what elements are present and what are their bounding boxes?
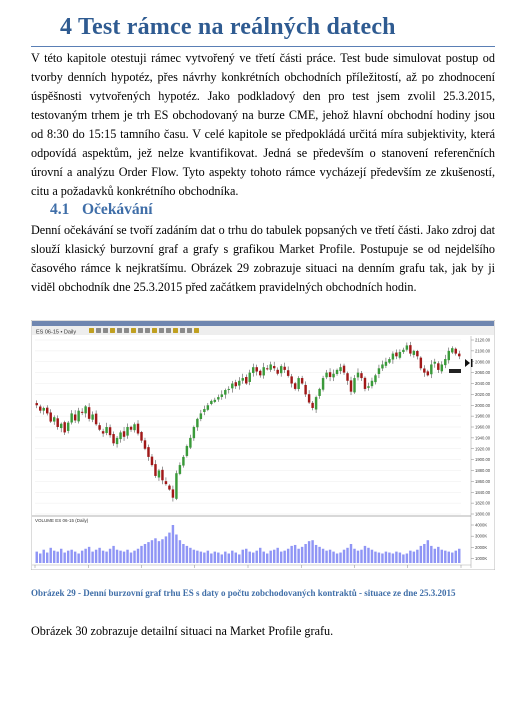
volume-bar bbox=[455, 551, 457, 563]
candle-body bbox=[49, 412, 51, 421]
volume-bar bbox=[266, 554, 268, 564]
chart-toolbar-text: ES 06-15 • Daily bbox=[36, 329, 77, 336]
volume-bar bbox=[402, 554, 404, 563]
price-tick-label: 1960.00 bbox=[475, 424, 491, 430]
volume-bar bbox=[175, 535, 177, 564]
candle-body bbox=[74, 414, 76, 420]
volume-bar bbox=[392, 554, 394, 564]
volume-bar bbox=[60, 549, 62, 563]
candle-body bbox=[283, 367, 285, 370]
candle-body bbox=[116, 438, 118, 444]
candle-body bbox=[193, 427, 195, 438]
volume-bar bbox=[193, 550, 195, 563]
volume-bar bbox=[308, 541, 310, 563]
candle-body bbox=[119, 432, 121, 439]
volume-bar bbox=[249, 552, 251, 563]
candle-body bbox=[325, 373, 327, 378]
paragraph-intro: V této kapitole otestuji rámec vytvořený ve třetí části práce. Test bude simulovat postup od tvorby denních hypotéz, přes návrhy konkrétních obchodních příležitostí, až po zhodnocení úspěšnosti vytvořených hypotéz. Jako podkladový den pro test jsem zvolil 25.3.2015, testovaným trhem je trh ES obchodovaný na burze CME, jehož hlavní obchodní hodiny jsou od 8:30 do 15:15 tamního času. V celé kapitole se předpokládá určitá míra subjektivity, která odpovídá aspektům, jež nelze kvantifikovat. Jedná se především o stanovení referenčních úrovní a analýzu Order Flow. Tyto aspekty tohoto rámce vycházejí především ze zkušeností, citu a požadavků konkrétního obchodníka. bbox=[31, 51, 495, 198]
volume-tick-label: 1000K bbox=[475, 556, 488, 562]
candle-body bbox=[402, 350, 404, 352]
volume-bar bbox=[70, 550, 72, 563]
volume-bar bbox=[276, 548, 278, 563]
candle-body bbox=[416, 351, 418, 356]
volume-bar bbox=[336, 554, 338, 564]
volume-bar bbox=[367, 548, 369, 563]
price-tick-label: 2080.00 bbox=[475, 359, 491, 365]
volume-bar bbox=[294, 545, 296, 563]
volume-bar bbox=[214, 552, 216, 563]
price-tick-label: 1940.00 bbox=[475, 435, 491, 441]
volume-bar bbox=[332, 552, 334, 563]
candle-body bbox=[165, 481, 167, 484]
volume-bar bbox=[53, 551, 55, 563]
candle-body bbox=[455, 349, 457, 354]
candle-body bbox=[130, 427, 132, 430]
toolbar-icon bbox=[96, 328, 101, 333]
price-tick-label: 1800.00 bbox=[475, 511, 491, 517]
price-tick-label: 2000.00 bbox=[475, 402, 491, 408]
candle-body bbox=[231, 384, 233, 389]
price-tick-label: 1840.00 bbox=[475, 489, 491, 495]
volume-bar bbox=[228, 554, 230, 564]
candle-body bbox=[200, 413, 202, 419]
candle-body bbox=[43, 408, 45, 411]
candle-body bbox=[179, 465, 181, 474]
candle-body bbox=[84, 406, 86, 413]
volume-bar bbox=[203, 553, 205, 563]
volume-bar bbox=[378, 553, 380, 563]
figure-chart bbox=[31, 320, 495, 570]
volume-bar bbox=[119, 551, 121, 563]
price-tick-label: 1900.00 bbox=[475, 457, 491, 463]
candle-body bbox=[217, 397, 219, 399]
candle-body bbox=[158, 471, 160, 478]
candle-body bbox=[112, 434, 114, 443]
volume-bar bbox=[238, 554, 240, 563]
volume-bar bbox=[259, 548, 261, 563]
chart-frame bbox=[31, 320, 495, 570]
volume-bar bbox=[98, 548, 100, 563]
volume-bar bbox=[151, 540, 153, 563]
volume-bar bbox=[137, 549, 139, 563]
candle-body bbox=[458, 354, 460, 357]
candle-body bbox=[451, 348, 453, 352]
volume-bar bbox=[105, 552, 107, 563]
volume-bar bbox=[126, 550, 128, 563]
candle-body bbox=[98, 425, 100, 430]
volume-tick-label: 3000K bbox=[475, 533, 488, 539]
volume-bar bbox=[116, 550, 118, 563]
candle-body bbox=[53, 417, 55, 421]
toolbar-icon bbox=[159, 328, 164, 333]
volume-bar bbox=[388, 553, 390, 563]
candle-body bbox=[186, 446, 188, 456]
candle-body bbox=[392, 354, 394, 360]
volume-panel-label: VOLUME ES 06-15 (Daily) bbox=[35, 518, 89, 523]
candle-body bbox=[172, 489, 174, 497]
chapter-heading: 4 Test rámce na reálných datech bbox=[60, 14, 396, 40]
candle-body bbox=[147, 447, 149, 457]
price-tick-label: 1860.00 bbox=[475, 478, 491, 484]
volume-bar bbox=[360, 550, 362, 563]
candle-body bbox=[437, 363, 439, 370]
volume-bar bbox=[322, 549, 324, 563]
volume-bar bbox=[381, 554, 383, 564]
volume-bar bbox=[161, 539, 163, 563]
toolbar-icon bbox=[117, 328, 122, 333]
candle-body bbox=[346, 373, 348, 381]
toolbar-icon bbox=[110, 328, 115, 333]
volume-bar bbox=[154, 538, 156, 563]
volume-bar bbox=[329, 550, 331, 563]
candle-body bbox=[339, 367, 341, 371]
volume-bar bbox=[430, 546, 432, 563]
candle-body bbox=[95, 414, 97, 425]
volume-bar bbox=[172, 525, 174, 563]
section-heading bbox=[50, 201, 153, 219]
candle-body bbox=[242, 378, 244, 381]
volume-bar bbox=[269, 551, 271, 563]
candle-body bbox=[182, 457, 184, 466]
price-tick-label: 2060.00 bbox=[475, 370, 491, 376]
volume-bar bbox=[46, 553, 48, 563]
candle-body bbox=[409, 345, 411, 353]
price-tick-label: 1820.00 bbox=[475, 500, 491, 506]
toolbar-icon bbox=[131, 328, 136, 333]
volume-bar bbox=[364, 546, 366, 563]
toolbar-icon bbox=[180, 328, 185, 333]
candle-body bbox=[294, 383, 296, 389]
candle-body bbox=[269, 364, 271, 369]
candle-body bbox=[203, 409, 205, 412]
volume-bar bbox=[301, 547, 303, 563]
candle-body bbox=[109, 427, 111, 435]
candle-body bbox=[444, 359, 446, 365]
section-title: Očekávání bbox=[82, 201, 153, 218]
candle-body bbox=[371, 381, 373, 386]
candle-body bbox=[308, 394, 310, 402]
candle-body bbox=[56, 418, 58, 427]
candle-body bbox=[343, 366, 345, 373]
price-tick-label: 2120.00 bbox=[475, 337, 491, 343]
candle-body bbox=[105, 427, 107, 433]
candle-body bbox=[77, 411, 79, 422]
candle-body bbox=[214, 400, 216, 402]
volume-bar bbox=[353, 549, 355, 563]
volume-bar bbox=[109, 549, 111, 563]
candle-body bbox=[81, 412, 83, 413]
candle-body bbox=[133, 424, 135, 430]
volume-bar bbox=[441, 550, 443, 563]
candle-body bbox=[276, 370, 278, 374]
candle-body bbox=[388, 359, 390, 363]
candle-body bbox=[151, 457, 153, 465]
candle-body bbox=[140, 432, 142, 441]
volume-bar bbox=[318, 547, 320, 563]
volume-bar bbox=[437, 547, 439, 563]
volume-bar bbox=[186, 546, 188, 563]
toolbar-icon bbox=[187, 328, 192, 333]
candle-body bbox=[252, 367, 254, 373]
candle-body bbox=[63, 422, 65, 432]
volume-bar bbox=[256, 551, 258, 563]
candle-body bbox=[224, 390, 226, 395]
candle-body bbox=[259, 371, 261, 376]
volume-bar bbox=[395, 552, 397, 563]
candle-body bbox=[395, 353, 397, 357]
toolbar-icon bbox=[173, 328, 178, 333]
candle-body bbox=[245, 377, 247, 384]
volume-bar bbox=[221, 554, 223, 563]
candle-body bbox=[322, 378, 324, 390]
candle-body bbox=[154, 464, 156, 476]
volume-bar bbox=[39, 554, 41, 564]
volume-bar bbox=[224, 552, 226, 563]
volume-bar bbox=[56, 552, 58, 563]
heading-rule bbox=[31, 46, 495, 47]
candle-body bbox=[311, 403, 313, 408]
volume-bar bbox=[273, 550, 275, 563]
volume-bar bbox=[168, 533, 170, 563]
candle-body bbox=[399, 352, 401, 358]
volume-tick-label: 2000K bbox=[475, 544, 488, 550]
candle-body bbox=[46, 408, 48, 414]
volume-bar bbox=[88, 547, 90, 563]
candle-body bbox=[367, 386, 369, 388]
paragraph-expectations: Denní očekávání se tvoří zadáním dat o trhu do tabulek popsaných ve třetí části. Jako zdroj dat slouží klasický burzovní graf a grafy s grafikou Market Profile. Postupuje se od nejdelšího časového rámce k nejkratšímu. Obrázek 29 zobrazuje situaci na denním grafu tak, jak by ji viděl obchodník dne 25.3.2015 před začátkem pravidelných obchodních hodin. bbox=[31, 223, 495, 294]
volume-bar bbox=[315, 545, 317, 563]
volume-bar bbox=[63, 553, 65, 563]
price-tick-label: 1880.00 bbox=[475, 468, 491, 473]
volume-bar bbox=[399, 553, 401, 563]
volume-bar bbox=[179, 540, 181, 563]
volume-bar bbox=[458, 549, 460, 563]
candle-body bbox=[221, 394, 223, 397]
toolbar-icon bbox=[89, 328, 94, 333]
volume-bar bbox=[84, 549, 86, 563]
candle-body bbox=[262, 367, 264, 375]
volume-bar bbox=[43, 550, 45, 563]
candle-body bbox=[60, 424, 62, 428]
volume-bar bbox=[196, 551, 198, 563]
volume-bar bbox=[444, 551, 446, 563]
volume-bar bbox=[339, 553, 341, 563]
candle-body bbox=[413, 351, 415, 355]
candle-body bbox=[280, 366, 282, 373]
candle-body bbox=[175, 473, 177, 499]
volume-bar bbox=[325, 551, 327, 563]
price-tick-label: 2100.00 bbox=[475, 348, 491, 354]
candle-body bbox=[137, 424, 139, 434]
toolbar-icon bbox=[166, 328, 171, 333]
candle-body bbox=[357, 373, 359, 378]
candle-body bbox=[290, 376, 292, 383]
volume-bar bbox=[304, 544, 306, 563]
volume-bar bbox=[357, 551, 359, 563]
volume-bar bbox=[67, 551, 69, 563]
candle-body bbox=[256, 367, 258, 371]
volume-bar bbox=[140, 546, 142, 563]
candle-body bbox=[196, 419, 198, 427]
volume-bar bbox=[207, 551, 209, 563]
volume-bar bbox=[189, 548, 191, 563]
candle-body bbox=[304, 385, 306, 394]
candle-body bbox=[144, 440, 146, 448]
candle-body bbox=[123, 431, 125, 437]
volume-bar bbox=[200, 552, 202, 563]
volume-bar bbox=[165, 536, 167, 563]
chart-toolbar bbox=[32, 326, 494, 335]
volume-bar bbox=[427, 540, 429, 563]
candle-body bbox=[318, 389, 320, 396]
volume-bar bbox=[130, 553, 132, 563]
volume-bar bbox=[112, 546, 114, 563]
play-icon-bar bbox=[471, 359, 473, 367]
volume-bar bbox=[420, 546, 422, 563]
candle-body bbox=[266, 368, 268, 369]
toolbar-icon bbox=[152, 328, 157, 333]
volume-bar bbox=[36, 552, 38, 563]
candle-body bbox=[210, 401, 212, 404]
volume-bar bbox=[423, 544, 425, 563]
volume-bar bbox=[297, 549, 299, 563]
candle-body bbox=[353, 378, 355, 392]
volume-bar bbox=[406, 554, 408, 564]
volume-bar bbox=[49, 548, 51, 563]
price-tick-label: 1920.00 bbox=[475, 446, 491, 452]
price-tick-label: 1980.00 bbox=[475, 413, 491, 419]
candle-body bbox=[420, 358, 422, 369]
candle-body bbox=[385, 362, 387, 366]
volume-bar bbox=[144, 544, 146, 563]
volume-bar bbox=[280, 552, 282, 563]
candle-body bbox=[189, 438, 191, 448]
toolbar-icon bbox=[138, 328, 143, 333]
volume-bar bbox=[235, 553, 237, 563]
volume-bar bbox=[262, 552, 264, 563]
volume-bar bbox=[448, 552, 450, 563]
volume-bar bbox=[231, 551, 233, 563]
candle-body bbox=[364, 378, 366, 389]
chart-window-titlebar bbox=[32, 321, 494, 326]
candle-body bbox=[126, 427, 128, 436]
volume-bar bbox=[434, 549, 436, 563]
price-tick-label: 2020.00 bbox=[475, 391, 491, 397]
candle-body bbox=[329, 372, 331, 377]
volume-bar bbox=[287, 549, 289, 563]
candle-body bbox=[287, 370, 289, 376]
volume-tick-label: 4000K bbox=[475, 522, 488, 528]
volume-bar bbox=[374, 552, 376, 563]
candle-body bbox=[297, 378, 299, 389]
toolbar-icon bbox=[124, 328, 129, 333]
volume-bar bbox=[290, 546, 292, 563]
figure-caption: Obrázek 29 - Denní burzovní graf trhu ES s daty o počtu zobchodovaných kontraktů - situace ze dne 25.3.2015 bbox=[31, 588, 456, 598]
volume-bar bbox=[343, 550, 345, 563]
candle-body bbox=[374, 375, 376, 382]
volume-bar bbox=[283, 551, 285, 563]
candle-body bbox=[301, 378, 303, 383]
candle-body bbox=[235, 382, 237, 386]
volume-bar bbox=[311, 540, 313, 563]
candle-body bbox=[39, 407, 41, 411]
candle-body bbox=[161, 470, 163, 480]
candle-body bbox=[423, 368, 425, 372]
volume-bar bbox=[346, 548, 348, 563]
toolbar-icon bbox=[194, 328, 199, 333]
candle-body bbox=[406, 345, 408, 349]
candle-body bbox=[332, 374, 334, 378]
volume-bar bbox=[91, 552, 93, 563]
candle-body bbox=[102, 431, 104, 433]
volume-bar bbox=[158, 541, 160, 563]
candle-body bbox=[91, 414, 93, 419]
candle-body bbox=[360, 373, 362, 378]
candle-body bbox=[228, 389, 230, 390]
candle-body bbox=[434, 362, 436, 364]
volume-bar bbox=[95, 550, 97, 563]
volume-bar bbox=[242, 550, 244, 563]
volume-bar bbox=[385, 552, 387, 563]
candle-body bbox=[249, 373, 251, 382]
candle-body bbox=[168, 486, 170, 490]
volume-bar bbox=[81, 551, 83, 563]
candle-body bbox=[350, 380, 352, 391]
candle-body bbox=[207, 405, 209, 410]
volume-bar bbox=[123, 552, 125, 563]
volume-bar bbox=[252, 553, 254, 563]
candle-body bbox=[238, 381, 240, 386]
volume-bar bbox=[416, 550, 418, 563]
last-price-marker bbox=[449, 369, 461, 373]
candle-body bbox=[427, 371, 429, 375]
volume-bar bbox=[245, 549, 247, 563]
candle-body bbox=[88, 407, 90, 419]
volume-bar bbox=[210, 554, 212, 564]
candle-body bbox=[36, 403, 38, 405]
candle-body bbox=[336, 370, 338, 374]
volume-bar bbox=[413, 552, 415, 563]
paragraph-figure30: Obrázek 30 zobrazuje detailní situaci na Market Profile grafu. bbox=[31, 624, 334, 638]
daily-chart-svg bbox=[31, 320, 495, 570]
candle-body bbox=[381, 364, 383, 368]
volume-bar bbox=[133, 551, 135, 563]
volume-bar bbox=[217, 553, 219, 563]
toolbar-icon bbox=[145, 328, 150, 333]
candle-body bbox=[448, 351, 450, 360]
candle-body bbox=[441, 364, 443, 371]
volume-bar bbox=[102, 551, 104, 563]
volume-bar bbox=[147, 542, 149, 563]
price-tick-label: 2040.00 bbox=[475, 381, 491, 386]
volume-bar bbox=[74, 552, 76, 563]
volume-bar bbox=[451, 553, 453, 563]
candle-body bbox=[430, 364, 432, 374]
candle-body bbox=[378, 368, 380, 374]
volume-bar bbox=[409, 551, 411, 563]
candle-body bbox=[273, 366, 275, 368]
volume-bar bbox=[350, 544, 352, 563]
candle-body bbox=[315, 397, 317, 409]
volume-bar bbox=[182, 544, 184, 563]
candle-body bbox=[70, 413, 72, 422]
candle-body bbox=[67, 423, 69, 431]
volume-bar bbox=[77, 554, 79, 564]
volume-bar bbox=[371, 550, 373, 563]
section-number: 4.1 bbox=[50, 201, 70, 218]
toolbar-icon bbox=[103, 328, 108, 333]
